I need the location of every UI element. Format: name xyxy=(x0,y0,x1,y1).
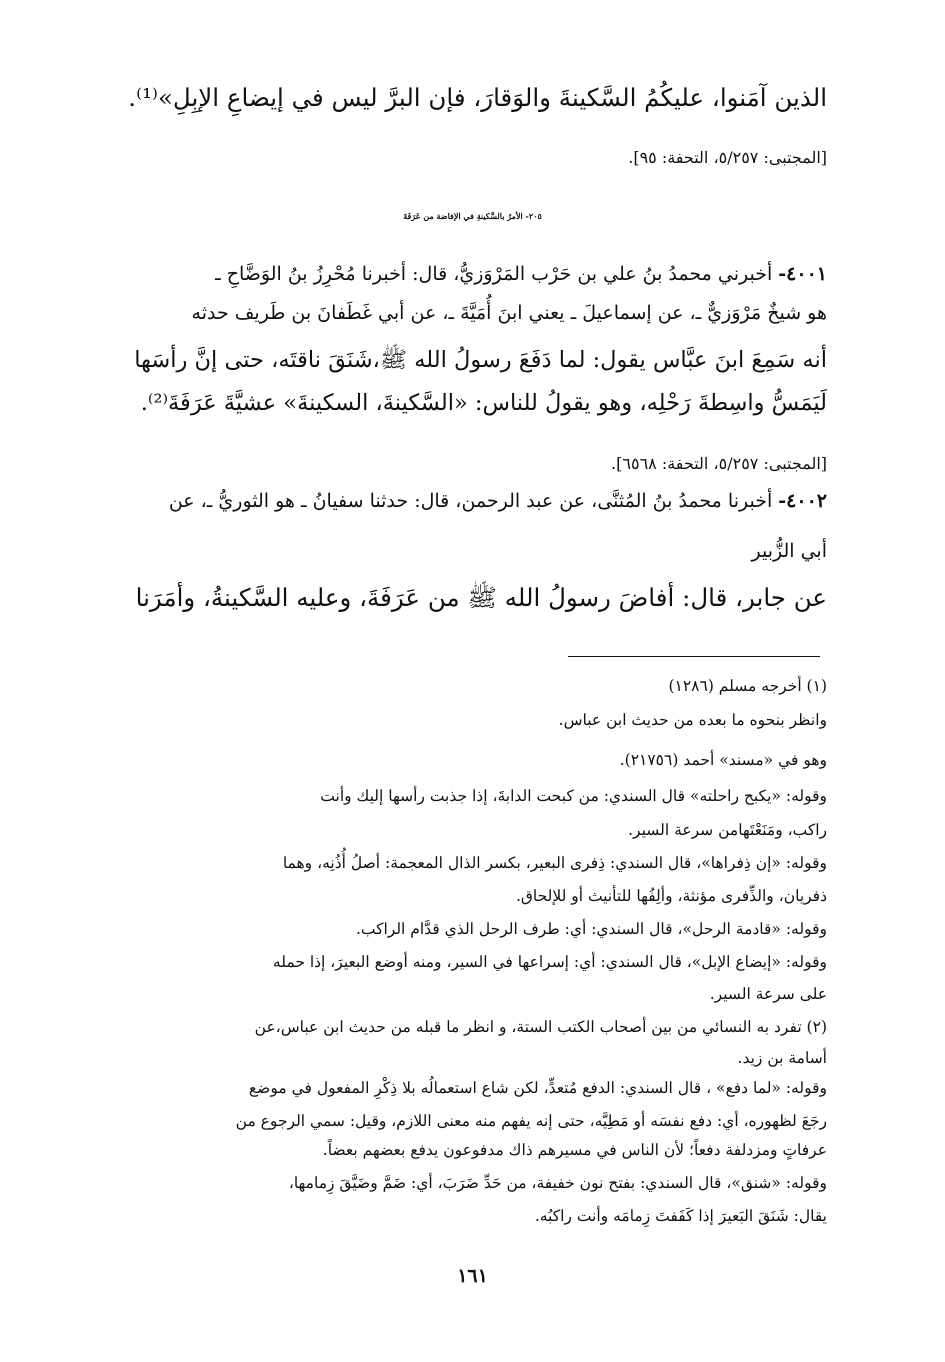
hadith-isnad-line: هو شيخٌ مَرْوَزيٌّ ـ، عن إسماعيلَ ـ يعني ابنَ أُمَيَّةَ ـ، عن أبي غَطَفانَ بن طَريف حدثه xyxy=(191,302,827,324)
hadith-isnad-line: أبي الزُّبير xyxy=(751,540,827,562)
hadith-isnad-line xyxy=(215,259,827,289)
footnote-line: وقوله: «قادمة الرحل»، قال السندي: أي: طرف الرحل الذي قدَّام الراكب. xyxy=(355,920,827,938)
footnote-line: وقوله: «شنق»، قال السندي: بفتح نون خفيفة، من حَدِّ ضَرَبَ، أي: ضَمَّ وضَيَّقَ زِمامها، xyxy=(288,1174,827,1192)
hadith-matn-line: عن جابر، قال: أفاضَ رسولُ الله ﷺ من عَرَفَةَ، وعليه السَّكينةُ، وأمَرَنا xyxy=(135,583,827,612)
footnote-line: وهو في «مسند» أحمد (٢١٧٥٦). xyxy=(619,751,827,769)
footnote-line: راكب، ومَنَعْتَهامن سرعة السير. xyxy=(628,821,827,839)
footnote-line: ذفريان، والذِّفرى مؤنثة، وألِفُها للتأنيث أو للإلحاق. xyxy=(515,887,827,905)
hadith-isnad-line xyxy=(169,486,827,516)
footnote-line: يقال: شَنَقَ البَعيرَ إذا كَفَفتَ زِمامَه وأنت راكبُه. xyxy=(534,1207,827,1225)
hadith-matn-line: لَيَمَسُّ واسِطةَ رَحْلِه، وهو يقولُ للناس: «السَّكينةَ، السكينةَ» عشيَّةَ عَرَفَةَ⁽²⁾. xyxy=(140,390,827,416)
footnote-line: على سرعة السير. xyxy=(709,985,827,1003)
footnote-separator xyxy=(568,656,820,657)
footnote-line: (٢) تفرد به النسائي من بين أصحاب الكتب الستة، و انظر ما قبله من حديث ابن عباس،عن xyxy=(254,1018,827,1036)
footnote-line: وقوله: «لما دفع» ، قال السندي: الدفع مُتعدٍّ، لكن شاع استعمالُه بلا ذِكْرِ المفعول في موضع xyxy=(248,1079,827,1097)
footnote-line: عرفاتٍ ومزدلفة دفعاً؛ لأن الناس في مسيرهم ذاك مدفوعون يدفع بعضهم بعضاً. xyxy=(322,1141,827,1159)
hadith-number: ٤٠٠١- xyxy=(778,263,827,285)
footnote-line: وقوله: «إن ذِفراها»، قال السندي: ذِفرى البعير، بكسر الذال المعجمة: أصلُ أُذُنِه، وهما xyxy=(282,854,827,872)
footnote-line: وقوله: «إيضاع الإبل»، قال السندي: أي: إسراعها في السير، ومنه أوضع البعيرَ، إذا حمله xyxy=(272,953,827,971)
footnote-line: وقوله: «يكبح راحلته» قال السندي: من كبحت الدابةَ، إذا جذبت رأسها إليك وأنت xyxy=(320,787,827,805)
footnote-line: رجَعَ لظهوره، أي: دفع نفسَه أو مَطِيَّه، حتى إنه يفهم منه معنى اللازم، وقيل: سمي الرجوع من xyxy=(235,1112,827,1130)
footnote-line: (١) أخرجه مسلم (١٢٨٦) xyxy=(668,677,827,695)
page-number: ١٦١ xyxy=(457,1265,488,1287)
footnote-line: وانظر بنحوه ما بعده من حديث ابن عباس. xyxy=(558,711,827,729)
isnad-text: أخبرنا محمدُ بنُ المُثنَّى، عن عبد الرحمن، قال: حدثنا سفيانُ ـ هو الثوريُّ ـ، عن xyxy=(168,490,773,512)
chapter-heading: ٢٠٥- الأمرُ بالسَّكينةِ في الإفاضة من عَرَفَةَ xyxy=(403,211,542,221)
continued-text-line: الذين آمَنوا، عليكُمُ السَّكينةَ والوَقارَ، فإن البرَّ ليس في إيضاعِ الإبِلِ»⁽¹⁾. xyxy=(128,83,827,112)
hadith-matn-line: أنه سَمِعَ ابنَ عبَّاس يقول: لما دَفَعَ رسولُ الله ﷺ،شَنَقَ ناقتَه، حتى إنَّ رأسَها xyxy=(134,347,827,373)
hadith-number: ٤٠٠٢- xyxy=(778,490,827,512)
source-reference: [المجتبى: ٥/٢٥٧، التحفة: ٩٥]. xyxy=(628,148,827,167)
source-reference: [المجتبى: ٥/٢٥٧، التحفة: ٦٥٦٨]. xyxy=(611,454,827,473)
footnote-line: أسامة بن زيد. xyxy=(737,1049,827,1067)
isnad-text: أخبرني محمدُ بنُ علي بن حَرْب المَرْوَزيُّ، قال: أخبرنا مُحْرِزُ بنُ الوَضَّاحِ ـ xyxy=(215,263,773,285)
